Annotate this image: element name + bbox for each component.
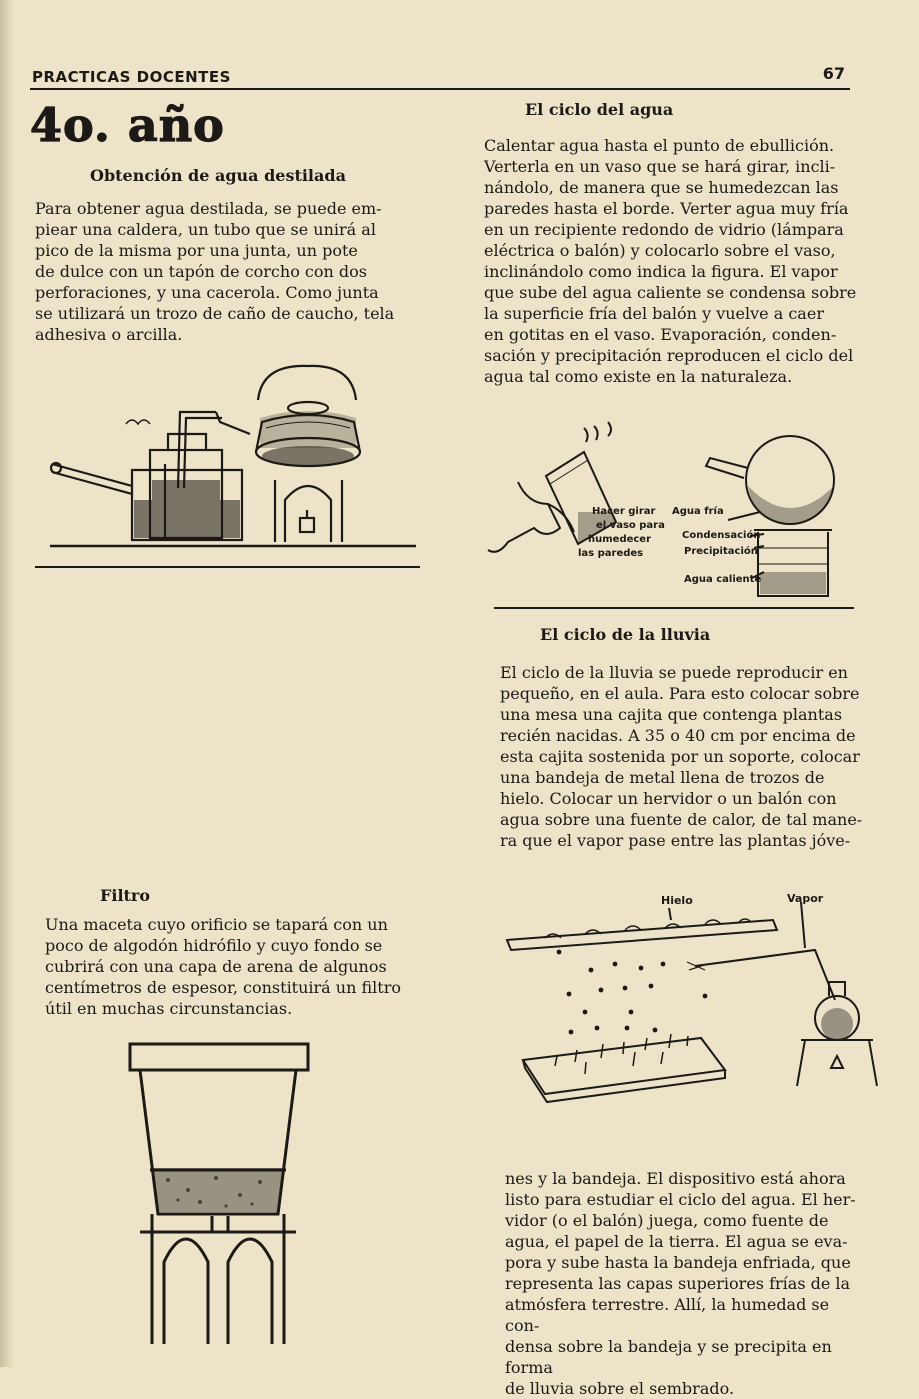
water-cycle-illustration [488,432,863,607]
label-agua-fria: Agua fría [672,506,724,517]
label-vapor: Vapor [787,892,824,905]
label-precipitacion: Precipitación [684,546,758,557]
page-gutter-shadow [0,0,14,1367]
paragraph-destilada: Para obtener agua destilada, se puede em- piear una caldera, un tubo que se unirá al pico de la misma por una junta, un pote de dulce con un tapón de corcho con dos perforaciones, y una cacerola. Como junta se utilizará un trozo de caño de caucho, tela adhesiva o arcilla. [35,199,395,344]
paragraph-ciclo-lluvia: El ciclo de la lluvia se puede reproducir en pequeño, en el aula. Para esto colocar sobre una mesa una cajita que contenga plantas recién nacidas. A 35 o 40 cm por encima de esta cajita sostenida por un soporte, colocar una bandeja de metal llena de trozos de hielo. Colocar un hervidor o un balón con agua sobre una fuente de calor, de tal mane- ra que el vapor pase entre las plantas jóve- [500,663,863,850]
paragraph-filtro: Una maceta cuyo orificio se tapará con un poco de algodón hidrófilo y cuyo fondo se cubrirá con una capa de arena de algunos centímetros de espesor, constituirá un filtro útil en muchas circunstancias. [45,915,401,1018]
page-number: 67 [822,64,845,83]
section-heading-ciclo-lluvia: El ciclo de la lluvia [540,625,711,644]
label-humedecer: humedecer [588,534,652,545]
rain-cycle-illustration [505,890,865,1100]
filter-pot-illustration [128,1040,318,1350]
section-heading-filtro: Filtro [100,886,151,905]
grade-title: 4o. año [30,98,225,152]
label-hielo: Hielo [661,894,693,907]
distillation-illustration [50,360,420,570]
paragraph-ciclo-lluvia-continuation: nes y la bandeja. El dispositivo está ahora listo para estudiar el ciclo del agua. El her- vidor (o el balón) juega, como fuente de agua, el papel de la tierra. El agua se eva- pora y sube hasta la bandeja enfriada, que representa las capas superiores frías de la atmósfera terrestre. Allí, la humedad se con- densa sobre la bandeja y se precipita en forma de lluvia sobre el sembrado. [505,1169,856,1398]
section-rule-right [494,607,854,609]
header-rule [30,88,850,90]
label-hacer-girar: Hacer girar [592,506,656,517]
section-heading-destilada: Obtención de agua destilada [90,166,346,185]
section-heading-ciclo-agua: El ciclo del agua [525,100,674,119]
label-agua-caliente: Agua caliente [684,574,762,585]
section-rule-left [35,566,420,568]
label-las-paredes: las paredes [578,548,644,559]
running-head: PRACTICAS DOCENTES [32,68,231,86]
paragraph-ciclo-agua: Calentar agua hasta el punto de ebullición. Verterla en un vaso que se hará girar, incli- nándolo, de manera que se humedezcan las paredes hasta el borde. Verter agua muy fría en un recipiente redondo de vidrio (lámpara eléctrica o balón) y colocarlo sobre el vaso, inclinándolo como indica la figura. El vapor que sube del agua caliente se condensa sobre la superficie fría del balón y vuelve a caer en gotitas en el vaso. Evaporación, conden- sación y precipitación reproducen el ciclo del agua tal como existe en la naturaleza. [484,136,857,386]
label-condensacion: Condensación [682,530,761,541]
label-el-vaso-para: el vaso para [596,520,665,531]
